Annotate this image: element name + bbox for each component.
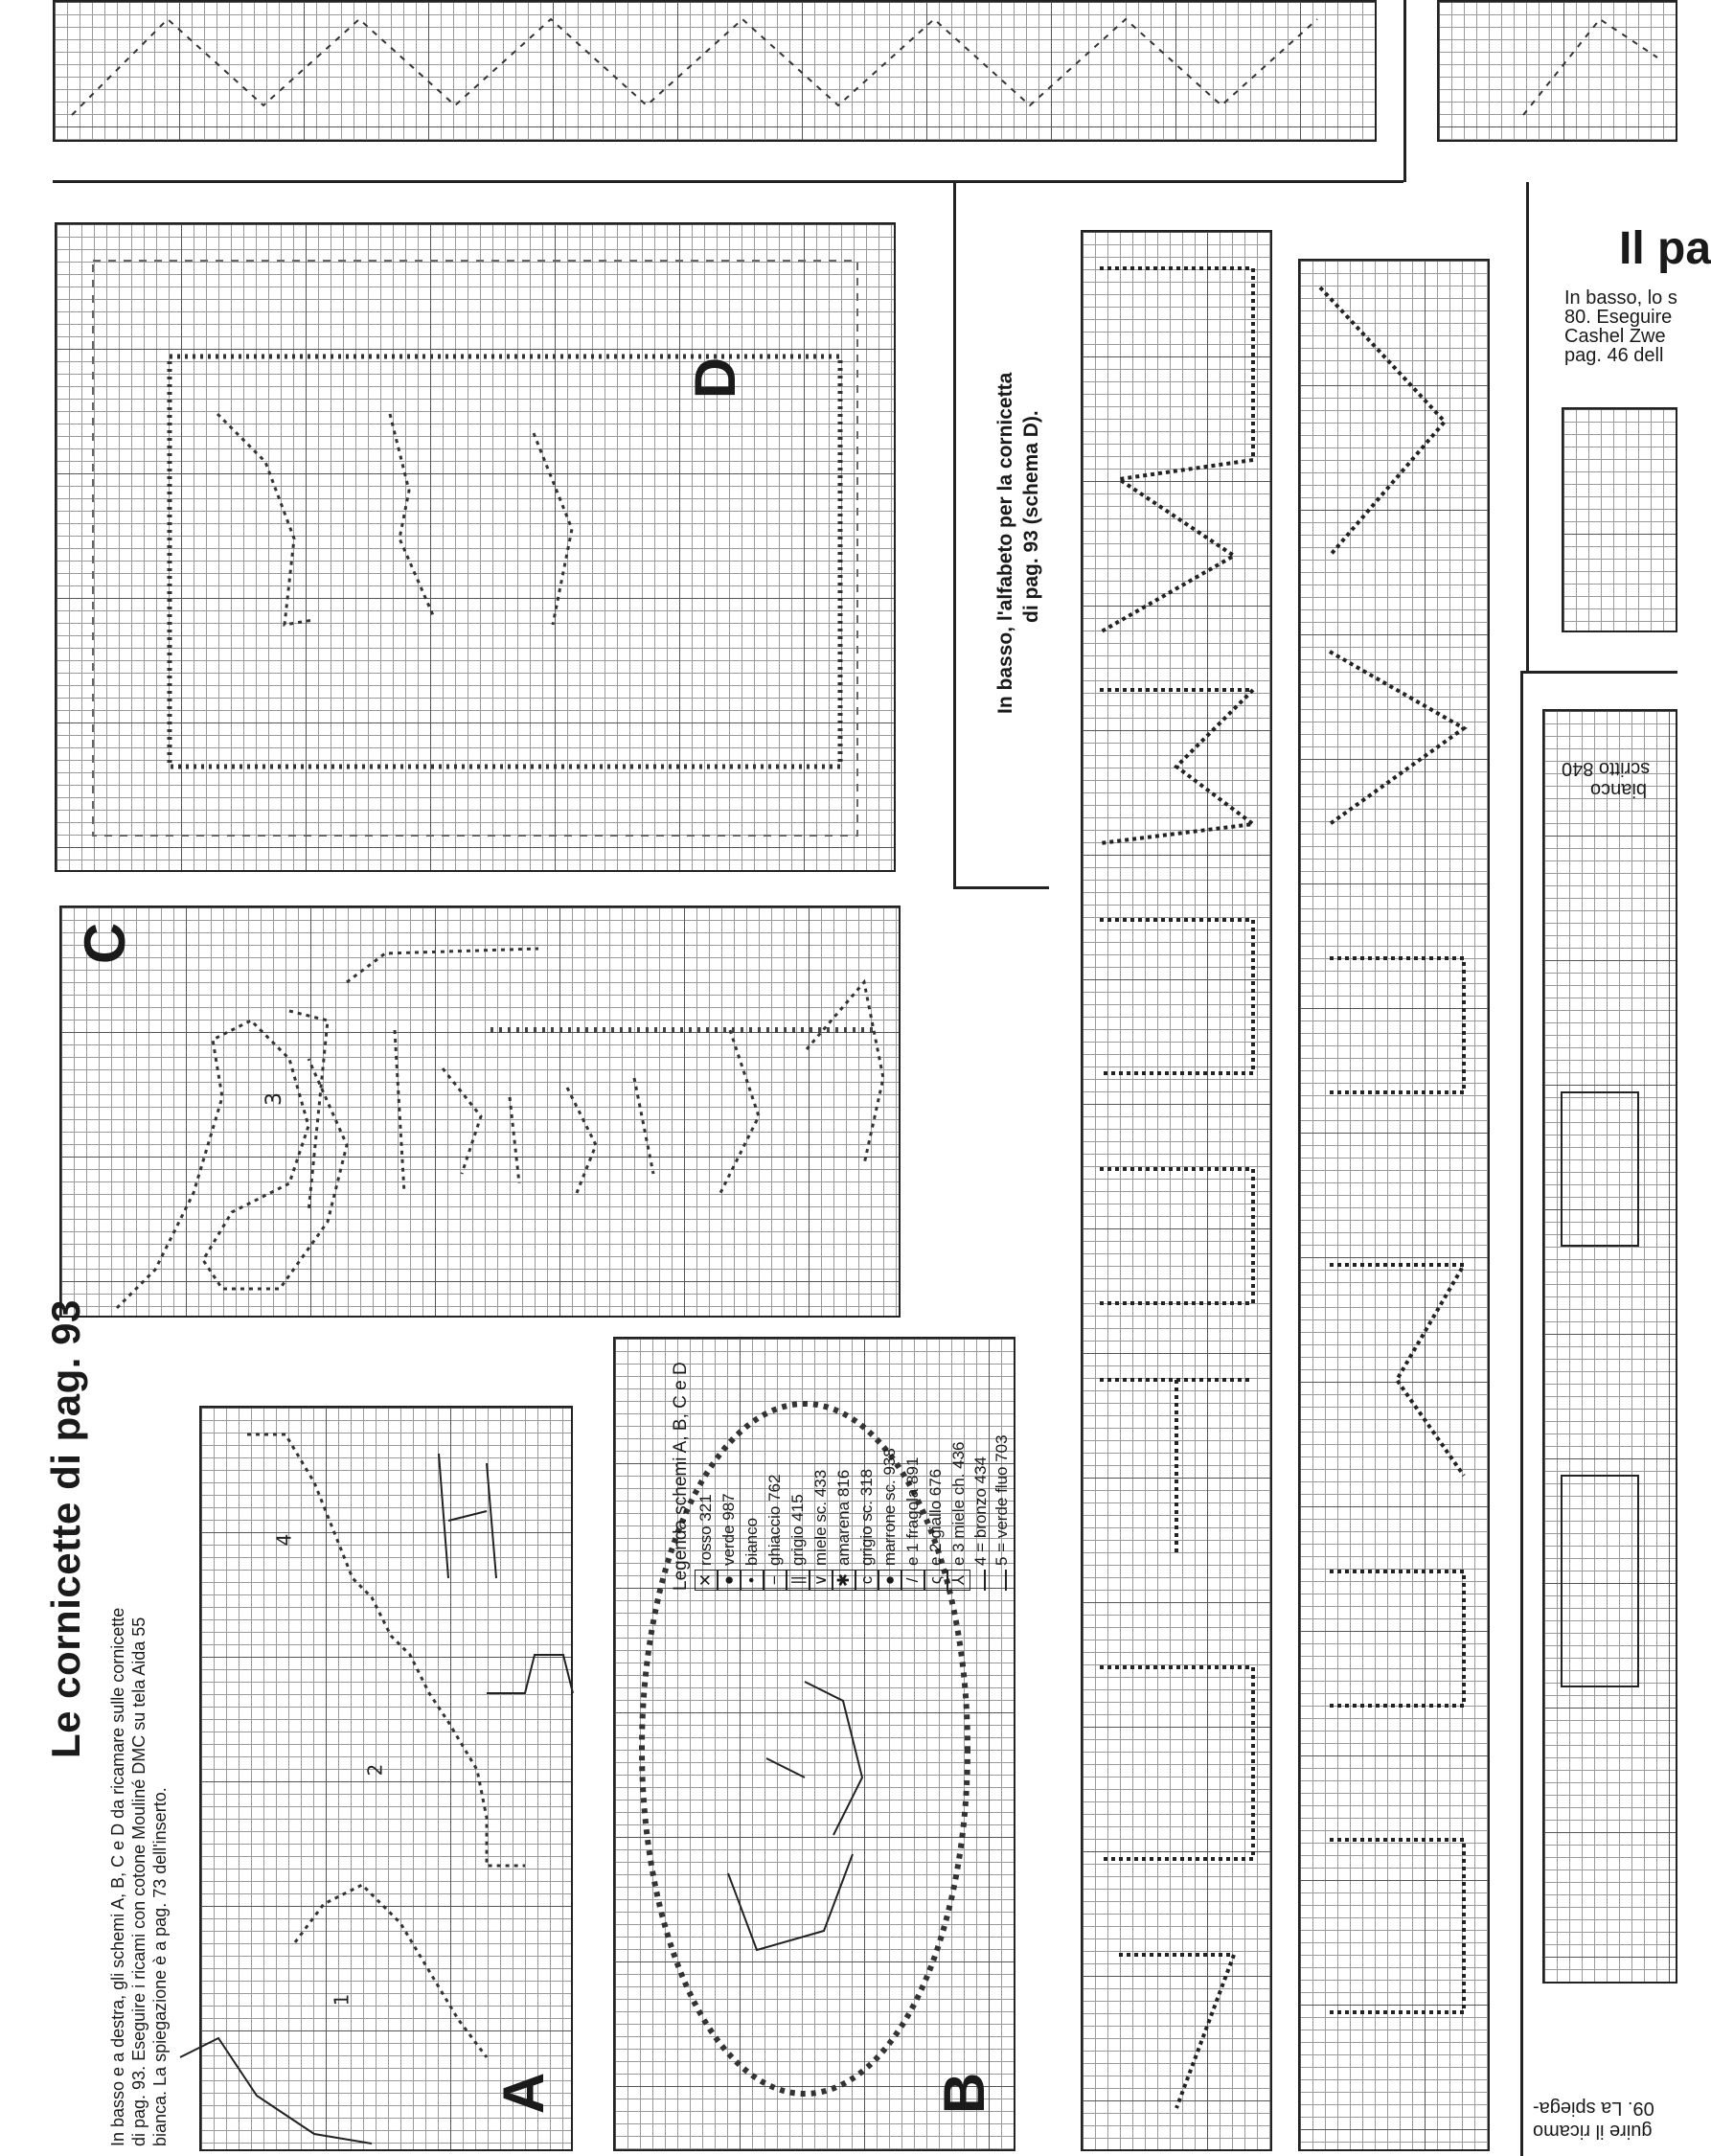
legend-symbol: • bbox=[741, 1570, 764, 1591]
schema-c-drawing bbox=[59, 906, 901, 1318]
legend-item bbox=[901, 1361, 924, 1591]
legend-symbol: / bbox=[901, 1570, 924, 1591]
legend-text: e 3 miele ch. 436 bbox=[949, 1441, 968, 1566]
legend-item bbox=[947, 1361, 970, 1591]
legend-text: bianco bbox=[742, 1517, 761, 1566]
legend-symbol: ● bbox=[878, 1570, 901, 1591]
legend-item bbox=[787, 1361, 810, 1591]
horizontal-rule-middle bbox=[953, 886, 1049, 889]
legend-item bbox=[878, 1361, 901, 1591]
legend-item bbox=[695, 1361, 718, 1591]
legend-symbol: || bbox=[787, 1570, 810, 1591]
schema-a-drawing bbox=[199, 1406, 573, 2151]
legend-text: 5 = verde fluo 703 bbox=[992, 1434, 1011, 1566]
legend-text: miele sc. 433 bbox=[811, 1469, 830, 1566]
legend-item bbox=[833, 1361, 856, 1591]
legend-text: marrone sc. 938 bbox=[880, 1448, 899, 1566]
top-strip-zigzag bbox=[53, 0, 1377, 142]
upside-down-bottom-1: guire il ricamo bbox=[1533, 2121, 1653, 2142]
right-lower-drawing bbox=[1542, 709, 1677, 1984]
right-fragment-chart bbox=[1562, 407, 1677, 632]
alphabet-caption-line-1: In basso, l'alfabeto per la cornicetta bbox=[994, 372, 1016, 714]
legend-text: amarena 816 bbox=[834, 1469, 853, 1566]
schema-b-label: B bbox=[932, 2072, 997, 2115]
legend-symbol: c bbox=[856, 1570, 878, 1591]
legend-text: e 2 giallo 676 bbox=[926, 1468, 945, 1566]
legend-item bbox=[718, 1361, 741, 1591]
schema-a-label: A bbox=[491, 2072, 557, 2115]
right-fragment-title: Il pa bbox=[1619, 223, 1711, 274]
legend-list bbox=[695, 1361, 1013, 1591]
legend-text: rosso 321 bbox=[696, 1494, 715, 1566]
vertical-rule-right bbox=[1526, 182, 1529, 671]
legend-item bbox=[924, 1361, 947, 1591]
alphabet-letters-drawing bbox=[1081, 230, 1493, 2151]
grid-number-4: 4 bbox=[272, 1533, 296, 1547]
legend-item bbox=[810, 1361, 833, 1591]
grid-number-2: 2 bbox=[363, 1763, 387, 1777]
upside-down-line-1: bianco bbox=[1590, 779, 1647, 800]
legend-symbol: ∨ bbox=[810, 1570, 833, 1591]
legend-item bbox=[992, 1361, 1013, 1591]
grid-number-1: 1 bbox=[330, 1993, 354, 2007]
schema-d-label: D bbox=[683, 356, 748, 400]
vertical-rule-right-lower bbox=[1520, 671, 1523, 2156]
legend-symbol: − bbox=[764, 1570, 787, 1591]
legend-title: Legenda schemi A, B, C e D bbox=[671, 1362, 691, 1591]
legend-symbol: ⅄ bbox=[947, 1570, 970, 1591]
legend-text: e 1 fragola 891 bbox=[903, 1456, 922, 1566]
article-intro-line-2: di pag. 93. Eseguire i ricami con cotone Mouliné DMC su tela Aida 55 bbox=[129, 1617, 148, 2146]
legend-item bbox=[764, 1361, 787, 1591]
top-right-zigzag bbox=[1437, 0, 1677, 142]
legend-item bbox=[856, 1361, 878, 1591]
vertical-rule-middle bbox=[953, 182, 956, 886]
legend-symbol bbox=[1005, 1570, 1007, 1591]
right-fragment-line-4: pag. 46 dell bbox=[1564, 345, 1664, 366]
legend-text: ghiaccio 762 bbox=[765, 1474, 784, 1566]
right-fragment-line-1: In basso, lo s bbox=[1564, 287, 1677, 309]
vertical-rule-top bbox=[1403, 0, 1406, 182]
legend-symbol: ✕ bbox=[695, 1570, 718, 1591]
grid-number-3: 3 bbox=[262, 1092, 286, 1106]
legend-text: verde 987 bbox=[719, 1493, 738, 1566]
legend-symbol: ς bbox=[924, 1570, 947, 1591]
schema-c-label: C bbox=[73, 922, 138, 965]
article-intro-line-1: In basso e a destra, gli schemi A, B, C e D da ricamare sulle cornicette bbox=[108, 1607, 127, 2146]
legend-text: grigio sc. 318 bbox=[857, 1468, 876, 1566]
upside-down-bottom-2: 09. La spiega- bbox=[1533, 2098, 1654, 2119]
horizontal-rule-top bbox=[53, 180, 1403, 183]
article-title: Le cornicette di pag. 93 bbox=[43, 1299, 88, 1758]
legend-symbol: ● bbox=[718, 1570, 741, 1591]
alphabet-caption-line-2: di pag. 93 (schema D). bbox=[1020, 410, 1042, 623]
horizontal-rule-right bbox=[1523, 671, 1677, 674]
right-fragment-line-3: Cashel Zwe bbox=[1564, 326, 1666, 347]
schema-d-frame bbox=[55, 222, 896, 872]
legend-symbol: ✱ bbox=[833, 1570, 856, 1591]
legend-symbol bbox=[984, 1570, 986, 1591]
right-fragment-line-2: 80. Eseguire bbox=[1564, 307, 1673, 328]
legend-text: 4 = bronzo 434 bbox=[971, 1456, 990, 1566]
legend-item bbox=[741, 1361, 764, 1591]
legend-item bbox=[970, 1361, 992, 1591]
upside-down-line-2: scritto 840 bbox=[1562, 758, 1651, 779]
legend-box bbox=[695, 1361, 1011, 1591]
article-intro-line-3: bianca. La spiegazione è a pag. 73 dell'inserto. bbox=[150, 1787, 170, 2146]
legend-text: grigio 415 bbox=[788, 1494, 807, 1566]
